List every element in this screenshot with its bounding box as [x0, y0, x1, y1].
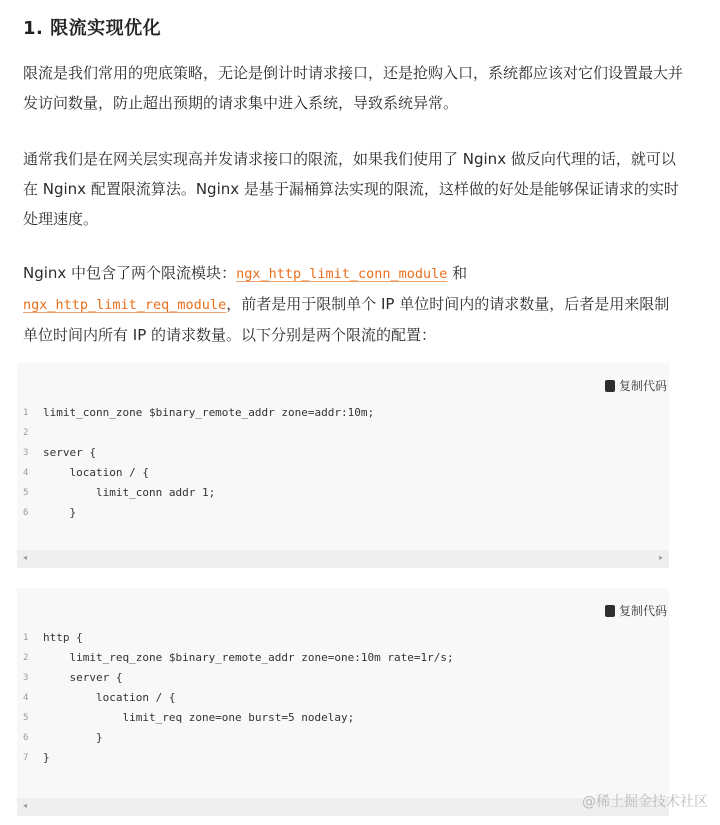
- code-text: limit_conn_zone $binary_remote_addr zone=addr:10m;: [43, 406, 375, 419]
- code-line: [23, 668, 659, 688]
- code-text: location / {: [43, 691, 176, 704]
- code-text: limit_req zone=one burst=5 nodelay;: [43, 711, 355, 724]
- horizontal-scrollbar[interactable]: [17, 798, 669, 816]
- code-text: http {: [43, 631, 83, 644]
- copy-code-label: 复制代码: [618, 379, 667, 393]
- section-title: 1. 限流实现优化: [23, 18, 162, 39]
- code-text: location / {: [43, 466, 149, 479]
- line-number: 1: [23, 633, 29, 643]
- code-block-limit-conn: [17, 363, 669, 568]
- inline-code-limit-conn-module: ngx_http_limit_conn_module: [236, 266, 448, 282]
- watermark: @稀土掘金技术社区: [582, 794, 708, 810]
- code-text: }: [43, 731, 103, 744]
- line-number: 2: [23, 428, 29, 438]
- line-number: 5: [23, 713, 29, 723]
- code-text: limit_conn addr 1;: [43, 486, 216, 499]
- copy-code-button[interactable]: [605, 377, 667, 394]
- and-text: 和: [447, 264, 468, 282]
- line-number: 5: [23, 488, 29, 498]
- line-number: 7: [23, 753, 29, 763]
- code-line: [23, 728, 659, 748]
- code-line: [23, 423, 659, 443]
- line-number: 3: [23, 673, 29, 683]
- line-number: 6: [23, 508, 29, 518]
- code-text: }: [43, 506, 77, 519]
- code-line: [23, 648, 659, 668]
- horizontal-scrollbar[interactable]: [17, 550, 669, 568]
- inline-code-limit-req-module: ngx_http_limit_req_module: [23, 297, 227, 313]
- code-line: [23, 748, 659, 768]
- copy-code-label: 复制代码: [618, 604, 667, 618]
- scroll-left-arrow-icon[interactable]: ◂: [23, 801, 28, 810]
- line-number: 2: [23, 653, 29, 663]
- code-text: server {: [43, 446, 96, 459]
- line-number: 6: [23, 733, 29, 743]
- line-number: 4: [23, 468, 29, 478]
- line-number: 4: [23, 693, 29, 703]
- code-text: }: [43, 751, 50, 764]
- code-line: [23, 688, 659, 708]
- code-lines: [23, 628, 659, 768]
- modules-intro-text: Nginx 中包含了两个限流模块：: [23, 264, 237, 282]
- code-line: [23, 463, 659, 483]
- copy-icon: [605, 605, 615, 617]
- code-lines: [23, 403, 659, 523]
- scroll-left-arrow-icon[interactable]: ◂: [23, 553, 28, 562]
- modules-description-text: ，前者是用于限制单个 IP 单位时间内的请求数量，后者是用来限制单位时间内所有 IP 的请求数量。以下分别是两个限流的配置：: [23, 295, 670, 344]
- line-number: 3: [23, 448, 29, 458]
- paragraph-rate-limit-intro: 限流是我们常用的兜底策略，无论是倒计时请求接口，还是抢购入口，系统都应该对它们设置最大并发访问数量，防止超出预期的请求集中进入系统，导致系统异常。: [23, 64, 684, 112]
- code-text: limit_req_zone $binary_remote_addr zone=one:10m rate=1r/s;: [43, 651, 454, 664]
- paragraph-nginx-modules: [23, 258, 683, 350]
- code-block-limit-req: [17, 588, 669, 816]
- copy-icon: [605, 380, 615, 392]
- code-line: [23, 503, 659, 523]
- code-line: [23, 628, 659, 648]
- code-line: [23, 443, 659, 463]
- code-text: server {: [43, 671, 123, 684]
- scroll-right-arrow-icon[interactable]: ▸: [658, 553, 663, 562]
- copy-code-button[interactable]: [605, 602, 667, 619]
- line-number: 1: [23, 408, 29, 418]
- code-line: [23, 483, 659, 503]
- paragraph-nginx-gateway: 通常我们是在网关层实现高并发请求接口的限流，如果我们使用了 Nginx 做反向代理的话，就可以在 Nginx 配置限流算法。Nginx 是基于漏桶算法实现的限流，这样做的好处是能够保证请求的实时处理速度。: [23, 150, 679, 228]
- code-line: [23, 403, 659, 423]
- code-line: [23, 708, 659, 728]
